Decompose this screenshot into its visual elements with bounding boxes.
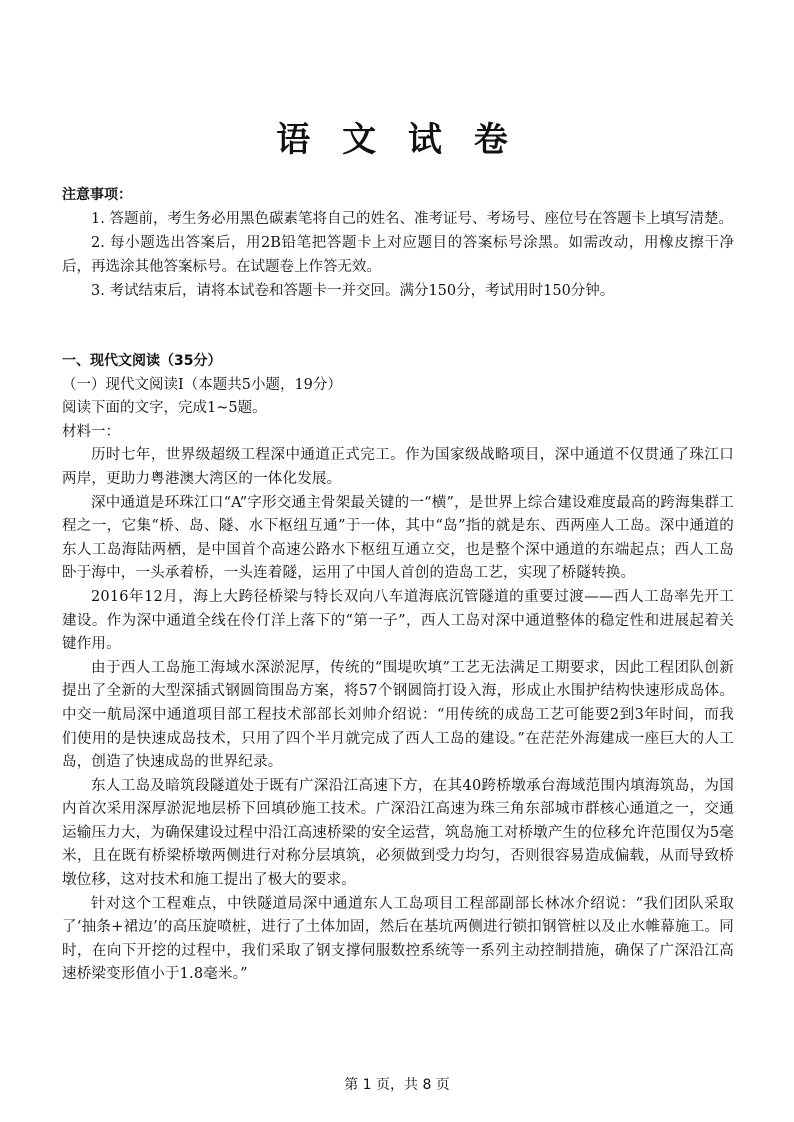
article-paragraph: 2016年12月，海上大跨径桥梁与特长双向八车道海底沉管隧道的重要过渡——西人工岛率先开工建设。作为深中通道全线在伶仃洋上落下的“第一子”，西人工岛对深中通道整体的稳定性和进展起着关键作用。 xyxy=(62,588,734,653)
material-label: 材料一： xyxy=(62,423,120,440)
reading-instruction: 阅读下面的文字，完成1~5题。 xyxy=(62,400,267,417)
sub-section-heading: （一）现代文阅读Ⅰ（本题共5小题，19分） xyxy=(62,376,342,393)
article-paragraph: 深中通道是环珠江口“A”字形交通主骨架最关键的一“横”，是世界上综合建设难度最高的跨海集群工程之一，它集“桥、岛、隧、水下枢纽互通”于一体，其中“岛”指的就是东、西两座人工岛。深中通道的东人工岛海陆两栖，是中国首个高速公路水下枢纽互通立交，也是整个深中通道的东端起点；西人工岛卧于海中，一头承着桥，一头连着隧，运用了中国人首创的造岛工艺，实现了桥隧转换。 xyxy=(62,494,734,582)
article-paragraph: 历时七年，世界级超级工程深中通道正式完工。作为国家级战略项目，深中通道不仅贯通了珠江口两岸，更助力粤港澳大湾区的一体化发展。 xyxy=(62,447,734,487)
article-paragraph: 针对这个工程难点，中铁隧道局深中通道东人工岛项目工程部副部长林冰介绍说：“我们团队采取了‘抽条+裙边’的高压旋喷桩，进行了土体加固，然后在基坑两侧进行锁扣钢管桩以及止水帷幕施工。同时，在向下开挖的过程中，我们采取了钢支撑伺服数控系统等一系列主动控制措施，确保了广深沿江高速桥梁变形值小于1.8毫米。” xyxy=(62,895,734,983)
note-item: 1. 答题前，考生务必用黑色碳素笔将自己的姓名、准考证号、考场号、座位号在答题卡上填写清楚。 xyxy=(91,211,733,227)
note-item: 2. 每小题选出答案后，用2B铅笔把答题卡上对应题目的答案标号涂黑。如需改动，用橡皮擦干净后，再选涂其他答案标号。在试题卷上作答无效。 xyxy=(62,235,734,275)
section-heading: 一、现代文阅读（35分） xyxy=(62,353,222,369)
article-paragraph: 由于西人工岛施工海域水深淤泥厚，传统的“围堤吹填”工艺无法满足工期要求，因此工程团队创新提出了全新的大型深插式钢圆筒围岛方案，将57个钢圆筒打设入海，形成止水围护结构快速形成岛体。中交一航局深中通道项目部工程技术部部长刘帅介绍说：“用传统的成岛工艺可能要2到3年时间，而我们使用的是快速成岛技术，只用了四个半月就完成了西人工岛的建设。”在茫茫外海建成一座巨大的人工岛，创造了快速成岛的世界纪录。 xyxy=(62,659,734,771)
note-item: 3. 考试结束后，请将本试卷和答题卡一并交回。满分150分，考试用时150分钟。 xyxy=(91,283,615,299)
reading-section xyxy=(62,350,734,987)
page-footer: 第 1 页，共 8 页 xyxy=(344,1077,450,1093)
notes-heading: 注意事项： xyxy=(62,187,132,203)
article-paragraph: 东人工岛及暗筑段隧道处于既有广深沿江高速下方，在其40跨桥墩承台海域范围内填海筑岛，为国内首次采用深厚淤泥地层桥下回填砂施工技术。广深沿江高速为珠三角东部城市群核心通道之一，交通运输压力大，为确保建设过程中沿江高速桥梁的安全运营，筑岛施工对桥墩产生的位移允许范围仅为5毫米，且在既有桥梁桥墩两侧进行对称分层填筑，必须做到受力均匀，否则很容易造成偏载，从而导致桥墩位移，这对技术和施工提出了极大的要求。 xyxy=(62,777,734,889)
page-title: 语 文 试 卷 xyxy=(276,120,518,160)
exam-notes xyxy=(62,183,734,303)
